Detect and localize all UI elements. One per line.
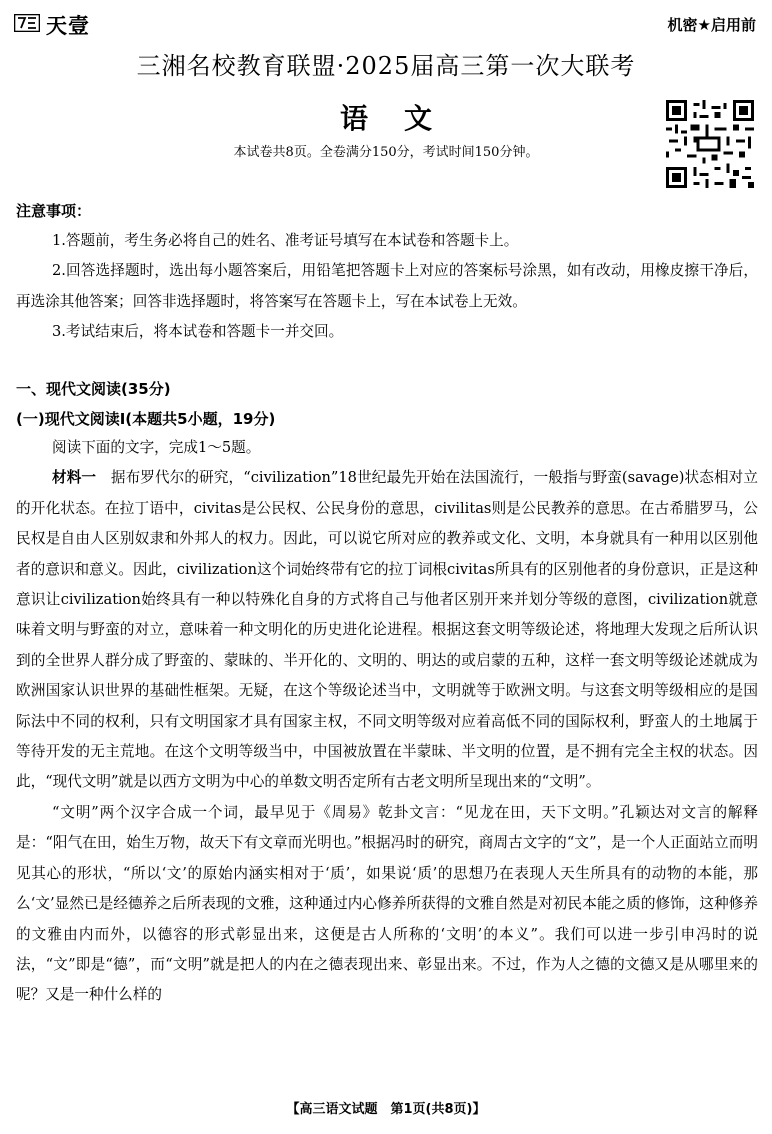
reading-passage	[16, 433, 758, 1011]
exam-title: 三湘名校教育联盟·2025届高三第一次大联考	[136, 52, 636, 80]
logo-brand-text: 天壹	[46, 14, 90, 38]
reading-instruction: 阅读下面的文字，完成1～5题。	[52, 439, 261, 456]
material-paragraph-1	[16, 463, 758, 797]
material-label: 材料一	[52, 469, 97, 487]
notice-item-2: 2.回答选择题时，选出每小题答案后，用铅笔把答题卡上对应的答案标号涂黑，如有改动，用橡皮擦干净后，再选涂其他答案；回答非选择题时，将答案写在答题卡上，写在本试卷上无效。	[16, 262, 758, 310]
notice-heading: 注意事项：	[16, 202, 92, 220]
material-paragraph-2: “文明”两个汉字合成一个词，最早见于《周易》乾卦文言：“见龙在田，天下文明。”孔颖达对文言的解释是：“阳气在田，始生万物，故天下有文章而光明也。”根据冯时的研究，商周古文字的“文”，是一个人正面站立而明见其心的形状，“所以‘文’的原始内涵实相对于‘质’，如果说‘质’的思想乃在表现人天生所具有的动物的本能，那么‘文’显然已是经德养之后所表现的文雅，这种通过内心修养所获得的文雅自然是对初民本能之质的修饰，这种修养的文雅由内而外，以德容的形式彰显出来，这便是古人所称的‘文明’的本义”。我们可以进一步引申冯时的说法，“文”即是“德”，而“文明”就是把人的内在之德表现出来、彰显出来。不过，作为人之德的文德又是从哪里来的呢？又是一种什么样的	[16, 803, 758, 1004]
notice-item-1: 1.答题前，考生务必将自己的姓名、准考证号填写在本试卷和答题卡上。	[52, 232, 519, 249]
logo-mark-icon	[14, 14, 40, 32]
confidential-label: 机密★启用前	[667, 16, 756, 34]
subject-char-2: 文	[404, 102, 433, 135]
notice-item-3: 3.考试结束后，将本试卷和答题卡一并交回。	[52, 323, 344, 341]
notice-list	[16, 226, 758, 348]
qr-code-icon	[666, 100, 754, 188]
subject-title	[0, 97, 772, 137]
material-text-1: 据布罗代尔的研究，“civilization”18世纪最先开始在法国流行，一般指与野蛮(savage)状态相对立的开化状态。在拉丁语中，civitas是公民权、公民身份的意思，civilitas则是公民教养的意思。在古希腊罗马，公民权是自由人区别奴隶和外邦人的权力。因此，可以说它所对应的教养或文化、文明，本身就具有一种用以区别他者的意识和意义。因此，civilization这个词始终带有它的拉丁词根civitas所具有的区别他者的身份意识，正是这种意识让civilization始终具有一种以特殊化自身的方式将自己与他者区别开来并划分等级的意图，civilization就意味着文明与野蛮的对立，意味着一种文明化的历史进化论进程。根据这套文明等级论述，将地理大发现之后所认识到的全世界人群分成了野蛮的、蒙昧的、半开化的、文明的、明达的或启蒙的五种，这样一套文明等级论述就成为欧洲国家认识世界的基础性框架。无疑，在这个等级论述当中，文明就等于欧洲文明。与这套文明等级相应的是国际法中不同的权利，只有文明国家才具有国家主权，不同文明等级对应着高低不同的国际权利，野蛮人的土地属于等待开发的无主荒地。在这个文明等级当中，中国被放置在半蒙昧、半文明的位置，是不拥有完全主权的状态。因此，“现代文明”就是以西方文明为中心的单数文明否定所有古老文明所呈现出来的“文明”。	[16, 469, 758, 791]
subsection-heading: (一)现代文阅读Ⅰ(本题共5小题，19分)	[16, 410, 276, 428]
publisher-logo	[14, 8, 94, 38]
section-heading: 一、现代文阅读(35分)	[16, 380, 171, 398]
exam-info: 本试卷共8页。全卷满分150分，考试时间150分钟。	[233, 145, 539, 160]
subject-char-1: 语	[339, 102, 368, 135]
page-footer: 【高三语文试题 第1页(共8页)】	[286, 1102, 486, 1117]
